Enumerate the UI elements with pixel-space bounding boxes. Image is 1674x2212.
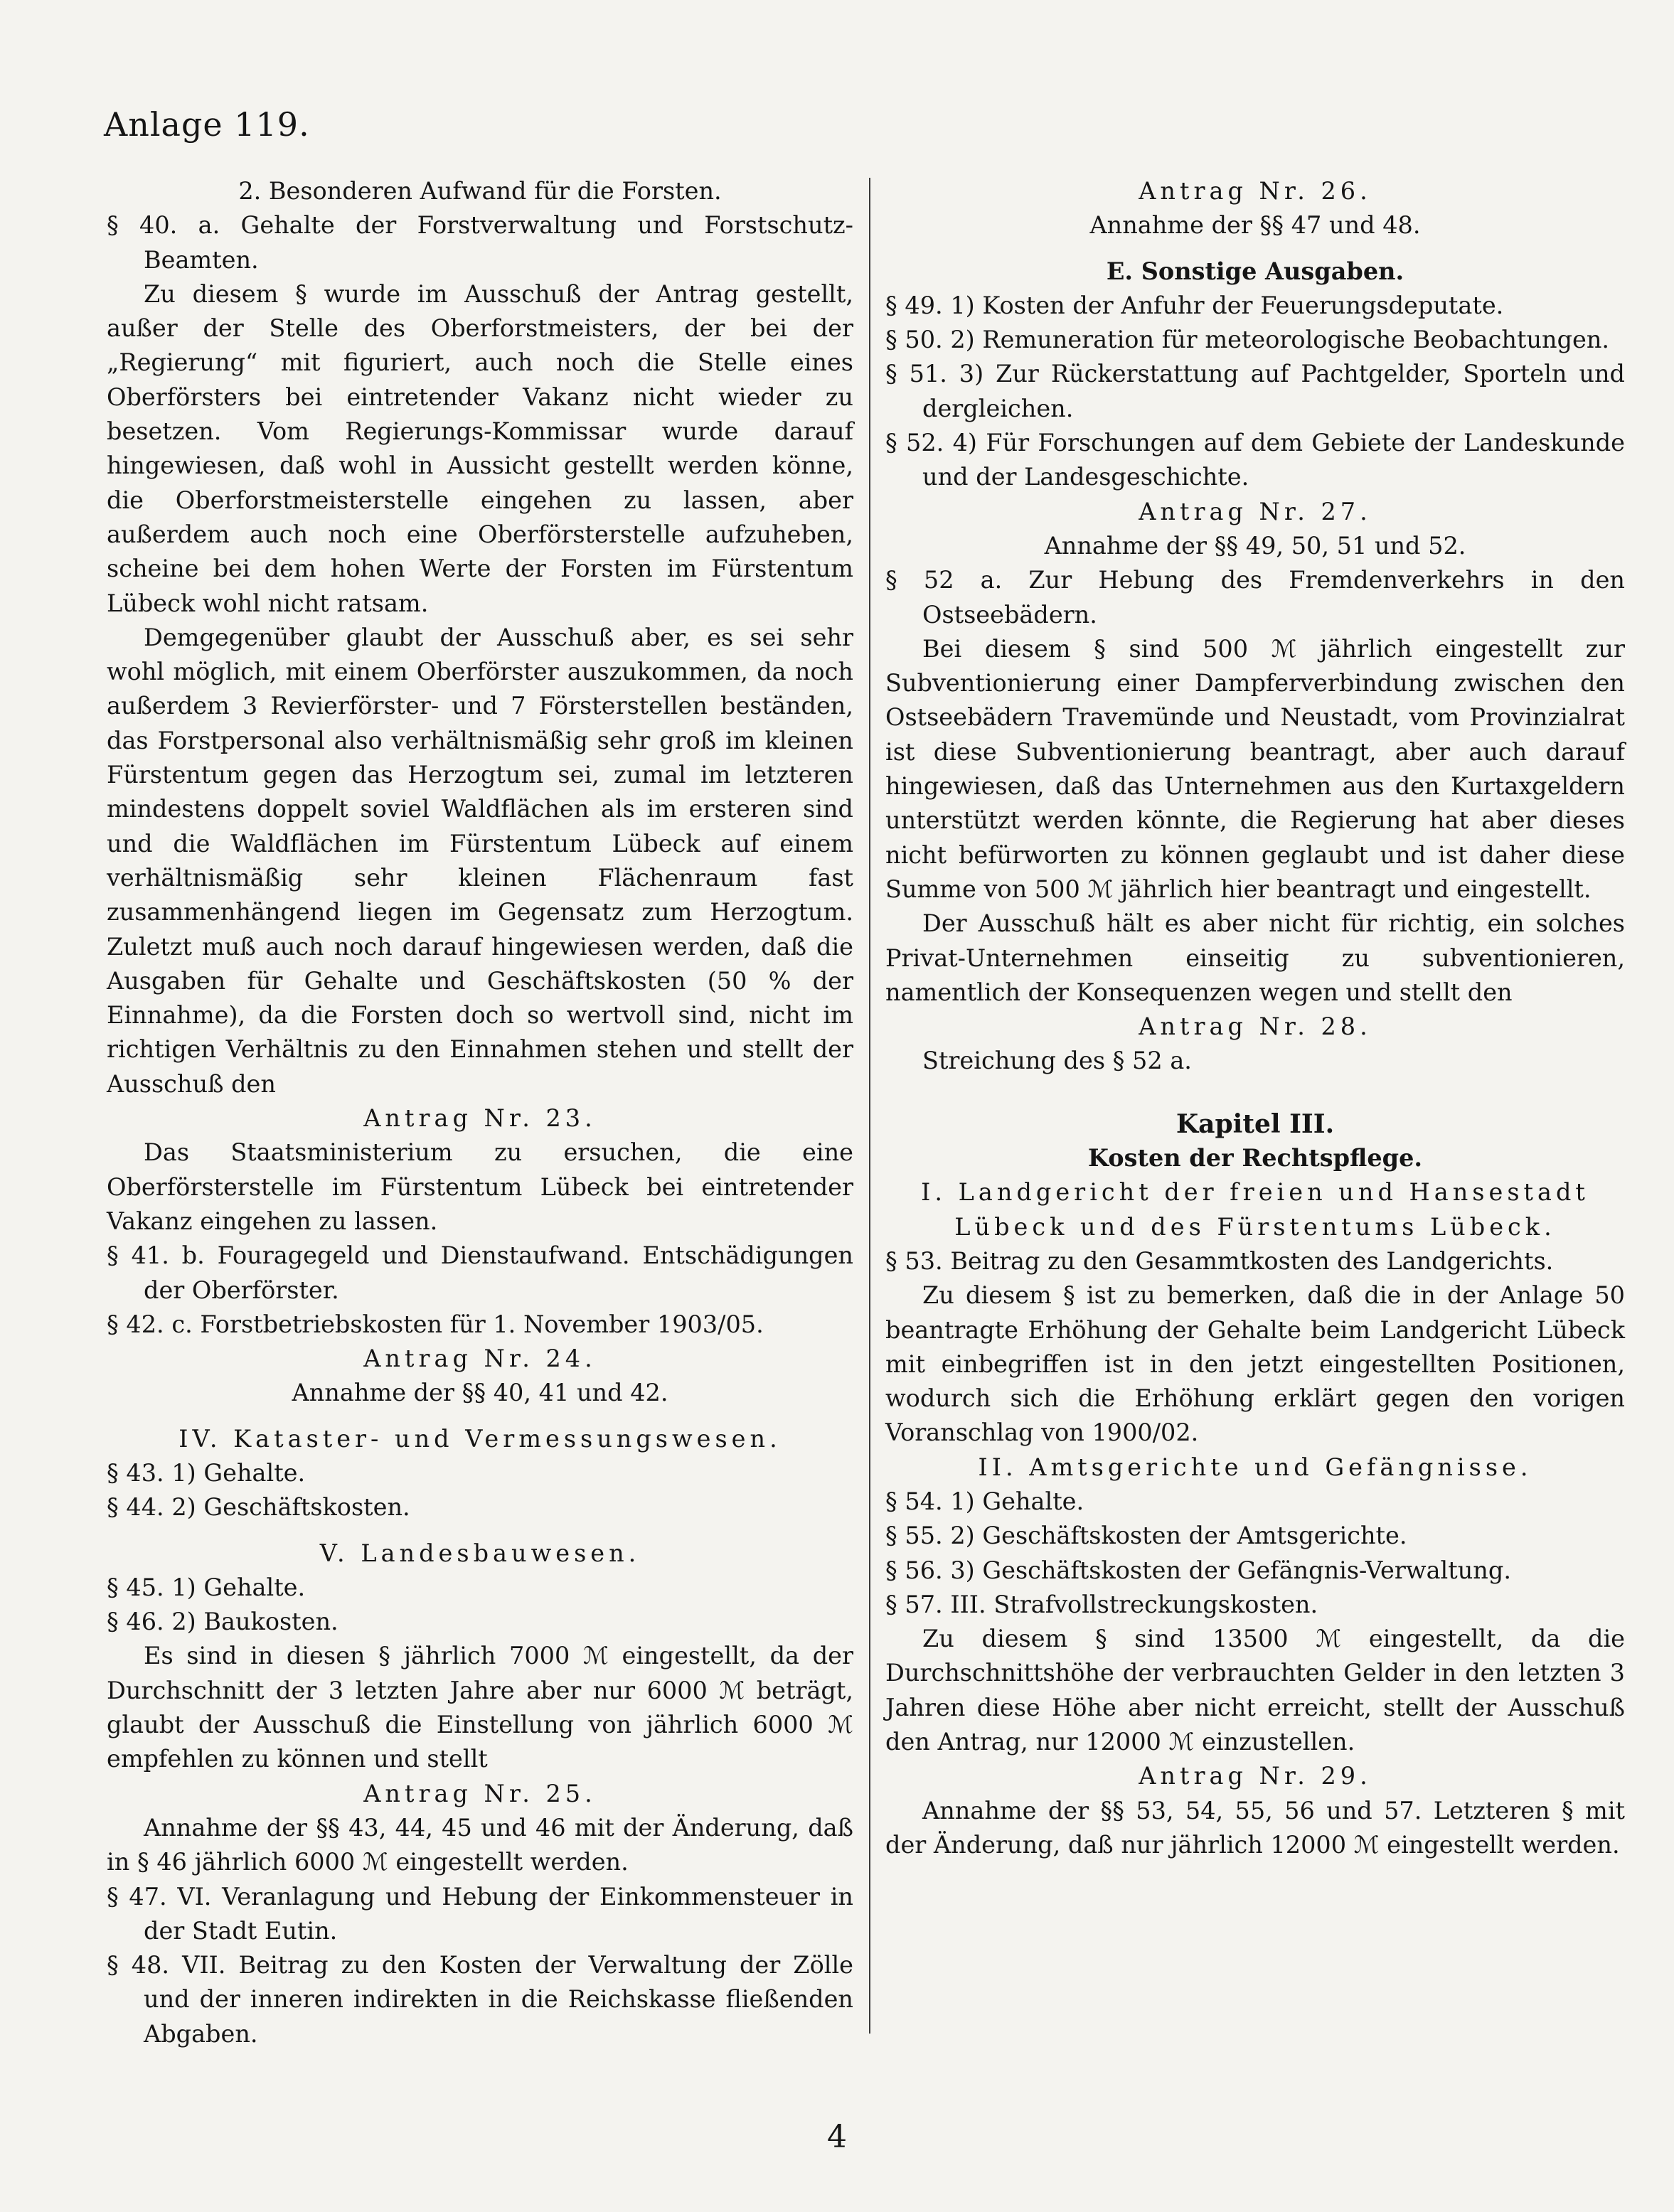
right-column-paragraph: § 57. III. Strafvollstreckungskosten. bbox=[885, 1590, 1318, 1618]
right-column-paragraph: § 53. Beitrag zu den Gesammtkosten des Landgerichts. bbox=[885, 1246, 1554, 1275]
left-column-paragraph: § 47. VI. Veranlagung und Hebung der Einkommensteuer in der Stadt Eutin. bbox=[107, 1882, 853, 1945]
right-column-paragraph: § 55. 2) Geschäftskosten der Amtsgerichte. bbox=[885, 1522, 1407, 1550]
right-column-paragraph: Annahme der §§ 47 und 48. bbox=[1089, 211, 1421, 240]
right-column-paragraph: Annahme der §§ 49, 50, 51 und 52. bbox=[1044, 531, 1466, 560]
left-column-paragraph: 2. Besonderen Aufwand für die Forsten. bbox=[238, 177, 722, 205]
right-column-paragraph: Zu diesem § sind 13500 ℳ eingestellt, da die Durchschnittshöhe der verbrauchten Gelder in den letzten 3 Jahren diese Höhe aber nicht erreicht, stellt der Ausschuß den Antrag, nur 12000 ℳ einzustellen. bbox=[885, 1625, 1625, 1756]
right-column-paragraph: Der Ausschuß hält es aber nicht für richtig, ein solches Privat-Unternehmen einseitig zu subventionieren, namentlich der Konsequenzen wegen und stellt den bbox=[885, 909, 1625, 1006]
right-column-paragraph: E. Sonstige Ausgaben. bbox=[1106, 257, 1404, 285]
left-column-paragraph: Annahme der §§ 40, 41 und 42. bbox=[292, 1379, 668, 1407]
left-column-paragraph bbox=[107, 1411, 853, 1422]
right-column-paragraph: Antrag Nr. 28. bbox=[1139, 1013, 1372, 1041]
right-column-paragraph: § 56. 3) Geschäftskosten der Gefängnis-Verwaltung. bbox=[885, 1556, 1511, 1584]
left-column-paragraph: § 41. b. Fouragegeld und Dienstaufwand. Entschädigungen der Oberförster. bbox=[107, 1241, 853, 1304]
left-column-paragraph: V. Landesbauwesen. bbox=[319, 1539, 641, 1567]
right-column-paragraph bbox=[885, 1079, 1625, 1107]
right-column-paragraph: § 51. 3) Zur Rückerstattung auf Pachtgelder, Sporteln und dergleichen. bbox=[885, 360, 1625, 422]
right-column-paragraph: § 50. 2) Remuneration für meteorologische Beobachtungen. bbox=[885, 326, 1610, 354]
page-header: Anlage 119. bbox=[104, 105, 310, 144]
left-column-paragraph: § 44. 2) Geschäftskosten. bbox=[107, 1493, 410, 1522]
left-column bbox=[107, 174, 853, 2051]
right-column-paragraph: § 49. 1) Kosten der Anfuhr der Feuerungsdeputate. bbox=[885, 291, 1504, 319]
right-column-paragraph bbox=[885, 243, 1625, 255]
right-column-paragraph: § 52. 4) Für Forschungen auf dem Gebiete der Landeskunde und der Landesgeschichte. bbox=[885, 429, 1625, 491]
right-column-paragraph: § 52 a. Zur Hebung des Fremdenverkehrs in den Ostseebädern. bbox=[885, 566, 1625, 629]
left-column-paragraph: Antrag Nr. 24. bbox=[363, 1345, 597, 1373]
right-column-paragraph: II. Amtsgerichte und Gefängnisse. bbox=[978, 1453, 1532, 1481]
right-column-paragraph: Antrag Nr. 29. bbox=[1139, 1762, 1372, 1790]
left-column-paragraph: § 45. 1) Gehalte. bbox=[107, 1573, 306, 1601]
left-column-paragraph: § 46. 2) Baukosten. bbox=[107, 1608, 338, 1636]
left-column-paragraph: Antrag Nr. 23. bbox=[363, 1104, 597, 1133]
right-column-paragraph: Zu diesem § ist zu bemerken, daß die in der Anlage 50 beantragte Erhöhung der Gehalte beim Landgericht Lübeck mit einbegriffen ist in den jetzt eingestellten Positionen, wodurch sich die Erhöhung erklärt gegen den vorigen Voranschlag von 1900/02. bbox=[885, 1281, 1625, 1447]
left-column-paragraph: IV. Kataster- und Vermessungswesen. bbox=[178, 1424, 782, 1453]
left-column-paragraph: § 48. VII. Beitrag zu den Kosten der Verwaltung der Zölle und der inneren indirekten in die Reichskasse fließenden Abgaben. bbox=[107, 1951, 853, 2048]
left-column-paragraph: Antrag Nr. 25. bbox=[363, 1779, 597, 1807]
left-column-paragraph: Annahme der §§ 43, 44, 45 und 46 mit der Änderung, daß in § 46 jährlich 6000 ℳ eingestellt werden. bbox=[107, 1813, 853, 1876]
right-column-paragraph: Streichung des § 52 a. bbox=[922, 1047, 1192, 1075]
right-column-paragraph: I. Landgericht der freien und Hansestadt Lübeck und des Fürstentums Lübeck. bbox=[921, 1178, 1589, 1241]
page-number: 4 bbox=[827, 2119, 847, 2155]
left-column-paragraph bbox=[107, 1525, 853, 1537]
left-column-paragraph: § 42. c. Forstbetriebskosten für 1. November 1903/05. bbox=[107, 1310, 764, 1338]
left-column-paragraph: Zu diesem § wurde im Ausschuß der Antrag gestellt, außer der Stelle des Oberforstmeisters, der bei der „Regierung“ mit figuriert, auch noch die Stelle eines Oberförsters bei eintretender Vakanz nicht wieder zu besetzen. Vom Regierungs-Kommissar wurde darauf hingewiesen, daß wohl in Aussicht gestellt werden könne, die Oberforstmeisterstelle eingehen zu lassen, aber außerdem auch noch eine Oberförsterstelle aufzuheben, scheine bei dem hohen Werte der Forsten im Fürstentum Lübeck wohl nicht ratsam. bbox=[107, 279, 853, 617]
column-divider bbox=[869, 178, 870, 2034]
right-column-paragraph: § 54. 1) Gehalte. bbox=[885, 1487, 1084, 1515]
right-column-paragraph: Antrag Nr. 27. bbox=[1139, 497, 1372, 525]
right-column-paragraph: Kapitel III. bbox=[1175, 1108, 1335, 1139]
right-column-paragraph: Antrag Nr. 26. bbox=[1139, 177, 1372, 205]
right-column-paragraph: Annahme der §§ 53, 54, 55, 56 und 57. Letzteren § mit der Änderung, daß nur jährlich 12000 ℳ eingestellt werden. bbox=[885, 1796, 1625, 1859]
left-column-paragraph: § 43. 1) Gehalte. bbox=[107, 1458, 306, 1487]
left-column-paragraph: Demgegenüber glaubt der Ausschuß aber, es sei sehr wohl möglich, mit einem Oberförster auszukommen, da noch außerdem 3 Revierförster- und 7 Försterstellen beständen, das Forstpersonal also verhältnismäßig sehr groß im kleinen Fürstentum gegen das Herzogtum sei, zumal im letzteren mindestens doppelt soviel Waldflächen als im ersteren sind und die Waldflächen im Fürstentum Lübeck auf einem verhältnismäßig sehr kleinen Flächenraum fast zusammenhängend liegen im Gegensatz zum Herzogtum. Zuletzt muß auch noch darauf hingewiesen werden, daß die Ausgaben für Gehalte und Geschäftskosten (50 % der Einnahme), da die Forsten doch so wertvoll sind, nicht im richtigen Verhältnis zu den Einnahmen stehen und stellt der Ausschuß den bbox=[107, 623, 853, 1098]
left-column-paragraph: § 40. a. Gehalte der Forstverwaltung und Forstschutz-Beamten. bbox=[107, 211, 853, 274]
left-column-paragraph: Das Staatsministerium zu ersuchen, die eine Oberförsterstelle im Fürstentum Lübeck bei eintretender Vakanz eingehen zu lassen. bbox=[107, 1138, 853, 1235]
left-column-paragraph: Es sind in diesen § jährlich 7000 ℳ eingestellt, da der Durchschnitt der 3 letzten Jahre aber nur 6000 ℳ beträgt, glaubt der Ausschuß die Einstellung von jährlich 6000 ℳ empfehlen zu können und stellt bbox=[107, 1642, 853, 1773]
right-column bbox=[885, 174, 1625, 1862]
right-column-paragraph: Bei diesem § sind 500 ℳ jährlich eingestellt zur Subventionierung einer Dampferverbindung zwischen den Ostseebädern Travemünde und Neustadt, vom Provinzialrat ist diese Subventionierung beantragt, aber auch darauf hingewiesen, daß das Unternehmen aus den Kurtaxgeldern unterstützt werden könnte, die Regierung hat aber dieses nicht befürworten zu können geglaubt und ist daher diese Summe von 500 ℳ jährlich hier beantragt und eingestellt. bbox=[885, 634, 1625, 903]
right-column-paragraph: Kosten der Rechtspflege. bbox=[1087, 1144, 1423, 1172]
